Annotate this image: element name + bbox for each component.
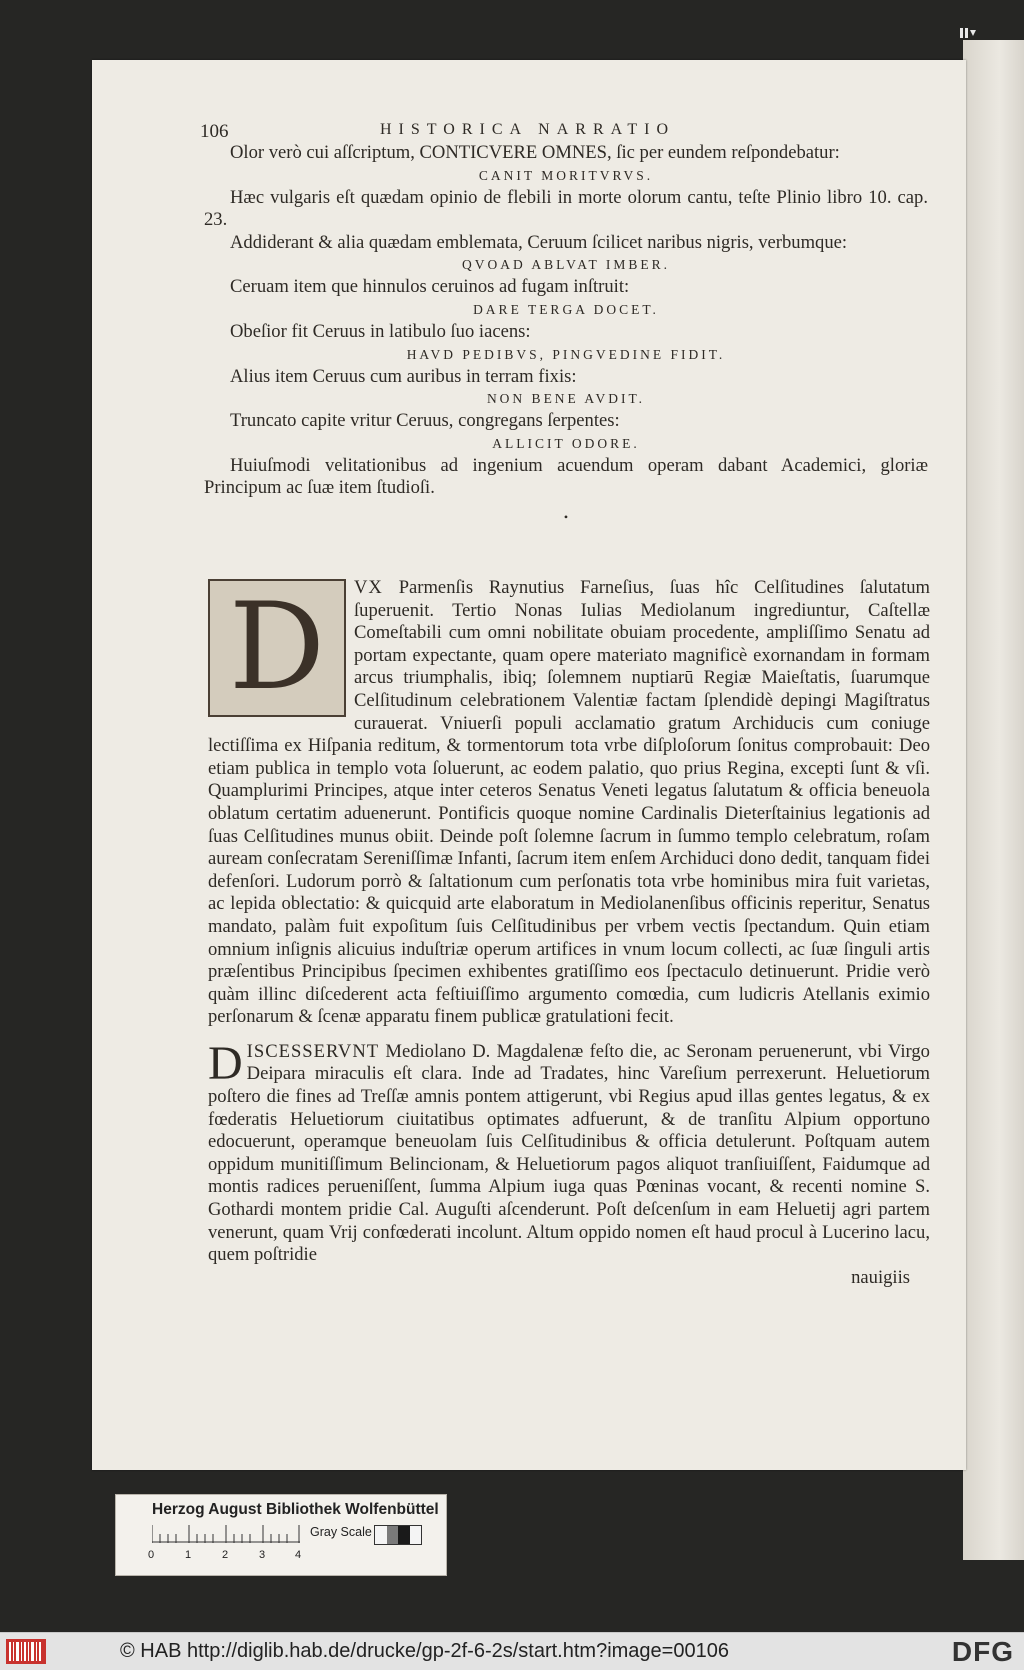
paragraph: Addiderant & alia quædam emblemata, Ceruum ſcilicet naribus nigris, verbumque: [230,231,848,253]
ruler-icon [152,1525,300,1543]
motto: ALLICIT ODORE. [492,435,640,451]
barcode-icon [6,1639,46,1664]
arrival-section [208,577,930,1289]
adjacent-page-edge [963,40,1024,1560]
motto: NON BENE AVDIT. [486,391,646,407]
paragraph-text: Mediolano D. Magdalenæ feſto die, ac Seronam peruenerunt, vbi Virgo Deipara miraculis eſt clara. Inde ad Tradates, hinc Vareſium perrexerunt. Heluetiorum poſtero die fines ad Treſſæ amnis pontem attigerunt, vbi Regius apud illas gentes legatus, & ex fœderatis Heluetiorum ciuitatibus optimates adfuerunt, & de tranſitu Alpium opportuno edocuerunt, operamque beneuolam ſuis Celſitudinibus & officia detulerunt. Poſtquam autem oppidum munitiſſimum Belincionam, & Heluetiorum pagos aliquot tranſiuiſſent, Faidumque ad montis radices perueniſſent, ſumma Alpium iuga quas Pœninas vocant, & recenti nomine S. Gothardi montem pridie Cal. Auguſti aſcenderunt. Poſt deſcenſum in eam Heluetij agri partem venerunt, quam Vrij confœderati incolunt. Altum oppido nomen eſt haud procul à Lucerino lacu, quem poſtridie [208,1040,930,1266]
ruler-label: 0 [148,1549,155,1561]
paragraph: Alius item Ceruus cum auribus in terram fixis: [230,365,577,387]
paragraph: Olor verò cui aſſcriptum, CONTICVERE OMNES, ſic per eundem reſpondebatur: [230,142,840,163]
initial-letter: D [208,1036,243,1090]
motto: CANIT MORITVRVS. [478,167,654,183]
gray-scale-label: Gray Scale [310,1525,372,1539]
ornate-initial [208,579,346,717]
paragraph: Hæc vulgaris eſt quædam opinio de flebili in morte olorum cantu, teſte Plinio libro 10. cap. 23. [204,186,928,231]
dfg-logo: DFG [951,1636,1014,1667]
catchword: nauigiis [851,1266,910,1288]
motto: HAVD PEDIBVS, PINGVEDINE FIDIT. [406,346,726,362]
paragraph: Ceruam item que hinnulos ceruinos ad fugam inſtruit: [230,276,630,298]
window-control-icon [960,28,976,38]
paragraph: Huiuſmodi velitationibus ad ingenium acuendum operam dabant Academici, gloriæ Principum ac ſuæ item ſtudioſi. [204,454,928,499]
paragraph [208,1036,930,1267]
library-color-card [115,1494,447,1576]
library-name: Herzog August Bibliothek Wolfenbüttel [152,1501,439,1518]
paragraph: Obeſior fit Ceruus in latibulo ſuo iacens: [230,320,531,342]
footer-url[interactable]: © HAB http://diglib.hab.de/drucke/gp-2f-6-2s/start.htm?image=00106 [120,1640,729,1662]
gray-scale-swatch [374,1525,422,1545]
footer-bar [0,1632,1024,1670]
ruler-label: 3 [259,1549,266,1561]
lead-word: ISCESSERVNT [246,1040,380,1062]
motto: DARE TERGA DOCET. [473,301,659,317]
paragraph-text: Parmenſis Raynutius Farneſius, ſuas hîc Celſitudines ſalutatum ſuperuenit. Tertio Nonas Iulias Mediolanum ingrediuntur, Caſtellæ Comeſtabili cum omni nobilitate obuiam procedente, ampliſſimo Senatu ad portam expectante, quam opere materiato magnificè exornandam in formam arcus triumphalis, ibiq; ſolemnem nuptiarū Regiæ Maieſtatis, ſuarumque Celſitudinum celebrationem Valentiæ factam ſplendidè depingi Magiſtratus curauerat. Vniuerſi populi acclamatio gratum Archiducis cum coniuge lectiſſima ex Hiſpania reditum, & tormentorum tota vrbe diſploſorum ſonitus comprobauit: Deo etiam publica in templo vota ſoluerunt, ac eodem palatio, quo prius Regina, excepti ſunt & vſi. Quamplurimi Principes, atque inter ceteros Senatus Veneti legatus ſalutatum & officia beneuola oblatum certatim aduenerunt. Pontificis quoque nomine Cardinalis Dieterſtainius legationis ad ſuas Celſitudines munus obiit. Deinde poſt ſolemne ſacrum in ſummo templo celebratum, roſam auream conſecratam Sereniſſimæ Infanti, ſacrum item enſem Archiduci dono dedit, tanquam fidei defenſori. Ludorum porrò & ſaltationum cum perſonatis tota vrbe hominibus mira fuit varietas, ac lepida oblectatio: & quicquid arte elaboratum in Mediolanenſibus officinis reperitur, Senatus mandato, palàm fuit expoſitum ſuis Celſitudinibus per vrbem vectis ſpectandum. Quin etiam omnium inſignis alicuius induſtriæ operum artifices in vnum locum collecti, ac ſuæ ſinguli artis præſentibus Principibus ſpecimen exhibentes gratiſſimo eos ſpectaculo detinuerunt. Pridie verò quàm illinc diſcederent acta feſtiuiſſimo argumento comœdia, cum ludicris Atellanis eximio perſonarum & ſcenæ apparatu finem publicæ gratulationi fecit. [208,577,930,1028]
ruler-label: 1 [185,1549,192,1561]
running-title: HISTORICA NARRATIO [380,121,676,138]
motto: QVOAD ABLVAT IMBER. [462,257,670,273]
ruler-label: 2 [222,1549,229,1561]
section-separator: • [563,509,569,524]
emblem-section [204,142,928,540]
page-number: 106 [200,121,229,142]
paragraph: Truncato capite vritur Ceruus, congregans ſerpentes: [230,410,620,432]
ruler-label: 4 [295,1549,302,1561]
lead-word: VX [354,577,383,598]
ornate-initial-letter: D [228,578,326,717]
